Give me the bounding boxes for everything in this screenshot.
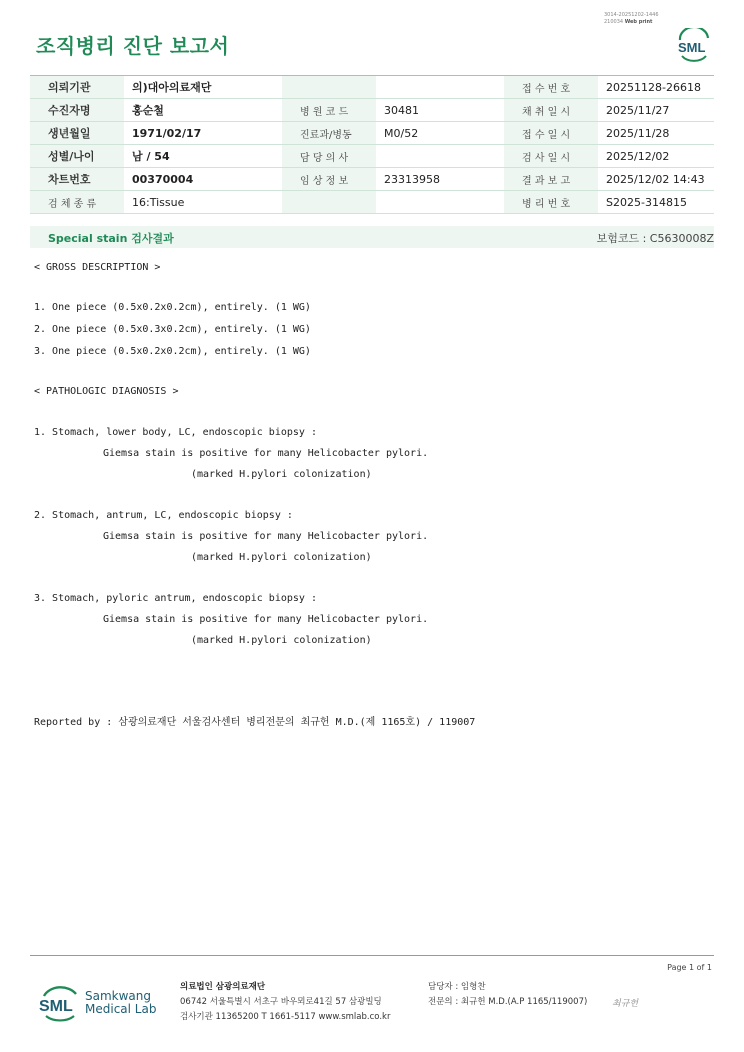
info-label: 검 사 일 시 (504, 145, 598, 168)
print-meta-line2: 210034 Web print (604, 19, 653, 25)
brand-name (85, 990, 156, 1016)
info-label: 병 원 코 드 (282, 99, 376, 122)
info-label (282, 76, 376, 99)
info-label: 수진자명 (30, 99, 124, 122)
info-value: 2025/12/02 14:43 (598, 168, 714, 191)
info-label: 진료과/병동 (282, 122, 376, 145)
diagnosis-note: (marked H.pylori colonization) (191, 552, 372, 563)
print-meta-id: 3014-20251202-1446 (604, 12, 659, 18)
diagnosis-site: 2. Stomach, antrum, LC, endoscopic biopsy : (34, 510, 293, 521)
gross-item: 1. One piece (0.5x0.2x0.2cm), entirely. (1 WG) (34, 302, 311, 313)
signature: 최규헌 (612, 999, 639, 1009)
print-meta (604, 12, 659, 26)
info-label: 병 리 번 호 (504, 191, 598, 214)
info-value: 23313958 (376, 168, 504, 191)
info-row (30, 122, 714, 145)
info-value (376, 191, 504, 214)
info-label: 차트번호 (30, 168, 124, 191)
stain-title: Special stain 검사결과 (48, 232, 174, 245)
footer-manager: 담당자 : 임형찬 (428, 982, 486, 992)
info-label: 생년월일 (30, 122, 124, 145)
page-number: Page 1 of 1 (667, 963, 712, 972)
info-label: 임 상 정 보 (282, 168, 376, 191)
info-value: 1971/02/17 (124, 122, 282, 145)
info-value (376, 145, 504, 168)
brand-line-2: Medical Lab (85, 1002, 157, 1016)
reported-by: Reported by : 삼광의료재단 서울검사센터 병리전문의 최규헌 M.D.(제 1165호) / 119007 (34, 717, 476, 728)
info-value (376, 76, 504, 99)
info-label: 성별/나이 (30, 145, 124, 168)
svg-text:SML: SML (678, 40, 706, 55)
footer-contact: 검사기관 11365200 T 1661-5117 www.smlab.co.kr (180, 1012, 391, 1022)
info-value: 2025/12/02 (598, 145, 714, 168)
diagnosis-note: (marked H.pylori colonization) (191, 469, 372, 480)
footer-staff-info (428, 980, 587, 1010)
info-row (30, 191, 714, 214)
footer-divider (30, 955, 714, 956)
brand-line-1: Samkwang (85, 989, 151, 1003)
info-label: 의뢰기관 (30, 76, 124, 99)
report-title: 조직병리 진단 보고서 (36, 34, 230, 58)
diagnosis-finding: Giemsa stain is positive for many Helicobacter pylori. (103, 614, 429, 625)
samkwang-logo-icon (38, 982, 82, 1024)
info-value: S2025-314815 (598, 191, 714, 214)
info-value: 의)대아의료재단 (124, 76, 282, 99)
gross-item: 3. One piece (0.5x0.2x0.2cm), entirely. (1 WG) (34, 346, 311, 357)
diagnosis-site: 3. Stomach, pyloric antrum, endoscopic biopsy : (34, 593, 317, 604)
info-value: 00370004 (124, 168, 282, 191)
info-value: 16:Tissue (124, 191, 282, 214)
info-value: 남 / 54 (124, 145, 282, 168)
footer-org-info (180, 980, 390, 1025)
info-label (282, 191, 376, 214)
info-value: 2025/11/28 (598, 122, 714, 145)
info-value: 20251128-26618 (598, 76, 714, 99)
info-label: 결 과 보 고 (504, 168, 598, 191)
info-label: 접 수 일 시 (504, 122, 598, 145)
gross-header: < GROSS DESCRIPTION > (34, 262, 161, 273)
sml-logo-icon (676, 28, 712, 62)
info-value: M0/52 (376, 122, 504, 145)
info-row (30, 168, 714, 191)
info-value: 홍순철 (124, 99, 282, 122)
diagnosis-note: (marked H.pylori colonization) (191, 635, 372, 646)
footer-specialist: 전문의 : 최규헌 M.D.(A.P 1165/119007) (428, 997, 588, 1007)
gross-item: 2. One piece (0.5x0.3x0.2cm), entirely. (1 WG) (34, 324, 311, 335)
info-row (30, 145, 714, 168)
info-row (30, 76, 714, 99)
info-label: 채 취 일 시 (504, 99, 598, 122)
diagnosis-finding: Giemsa stain is positive for many Helicobacter pylori. (103, 448, 429, 459)
insurance-code: 보험코드 : C5630008Z (596, 232, 714, 245)
patient-info-table (30, 75, 714, 214)
info-row (30, 99, 714, 122)
info-value: 30481 (376, 99, 504, 122)
diagnosis-site: 1. Stomach, lower body, LC, endoscopic biopsy : (34, 427, 317, 438)
diagnosis-finding: Giemsa stain is positive for many Helicobacter pylori. (103, 531, 429, 542)
info-label: 접 수 번 호 (504, 76, 598, 99)
info-label: 검 체 종 류 (30, 191, 124, 214)
footer-org: 의료법인 삼광의료재단 (180, 982, 266, 992)
info-value: 2025/11/27 (598, 99, 714, 122)
info-label: 담 당 의 사 (282, 145, 376, 168)
svg-text:SML: SML (39, 998, 73, 1015)
footer-address: 06742 서울특별시 서초구 바우뫼로41길 57 삼광빌딩 (180, 997, 382, 1007)
path-header: < PATHOLOGIC DIAGNOSIS > (34, 386, 179, 397)
